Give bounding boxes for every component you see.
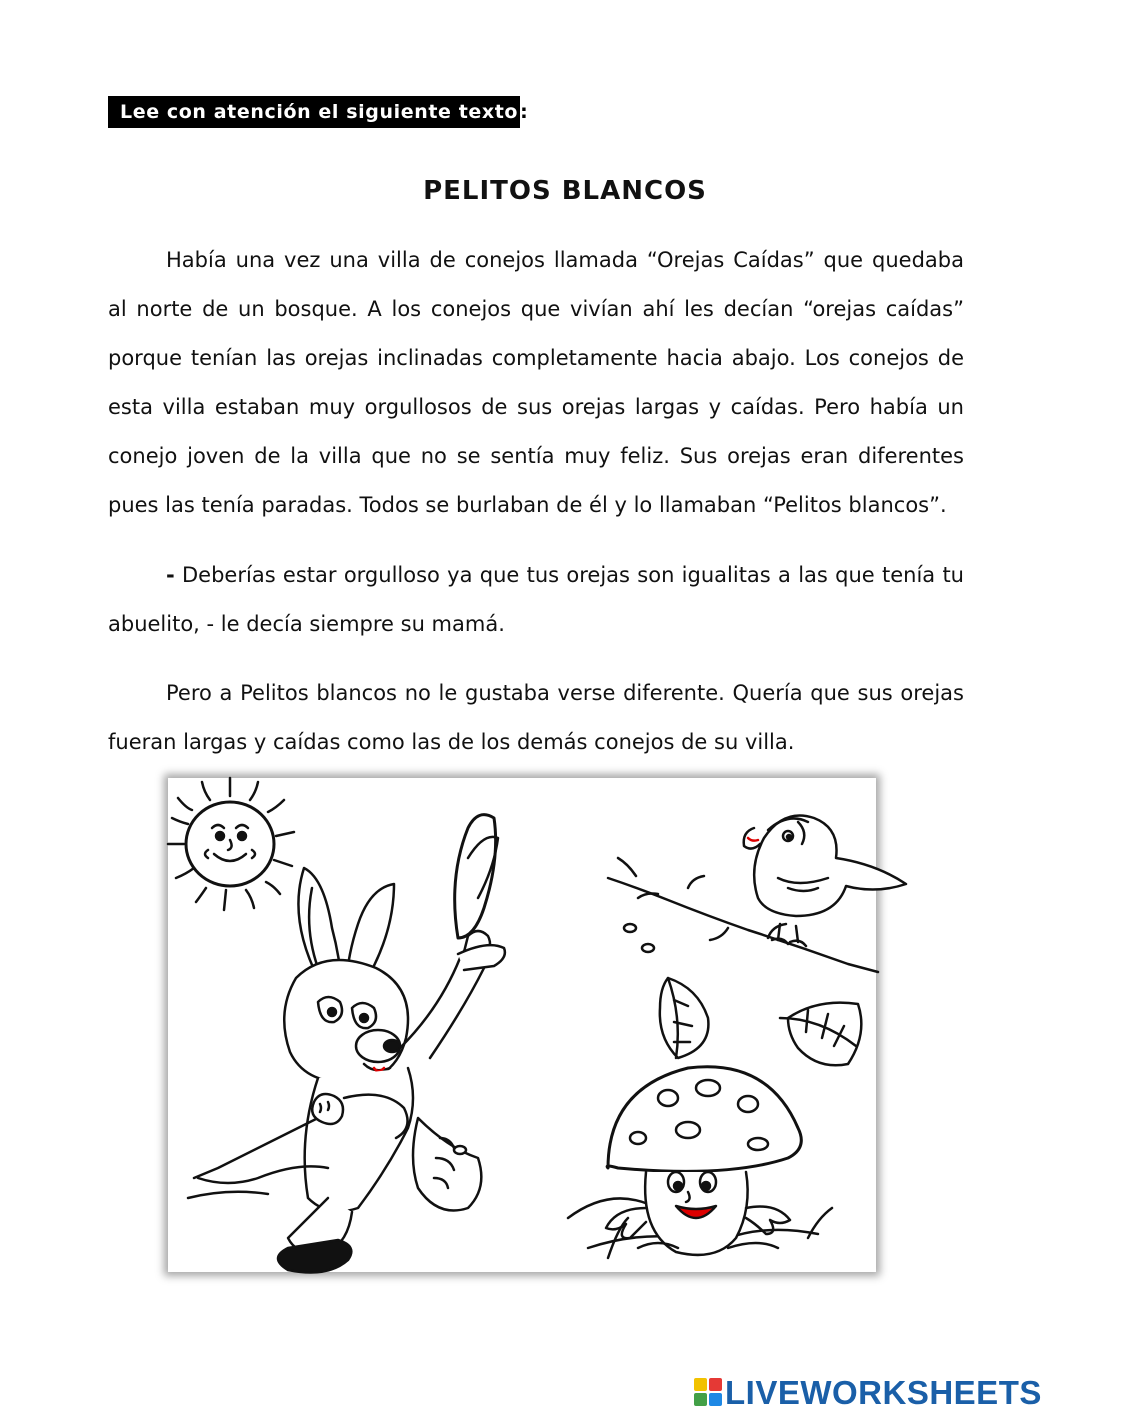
bird-on-branch: [608, 816, 906, 973]
liveworksheets-logo-icon: [694, 1378, 722, 1406]
instruction-colon: :: [520, 101, 528, 123]
story-paragraph-1: Había una vez una villa de conejos llamada “Orejas Caídas” que quedaba al norte de un bosque. A los conejos que vivían ahí les decían “orejas caídas” porque tenían las orejas inclinadas completamente hacia abajo. Los conejos de esta villa estaban muy orgullosos de sus orejas largas y caídas. Pero había un conejo joven de la villa que no se sentía muy feliz. Sus orejas eran diferentes pues las tenía paradas. Todos se burlaban de él y lo llamaban “Pelitos blancos”.: [108, 248, 964, 517]
dialogue-dash: -: [166, 563, 175, 587]
sun-icon: [168, 778, 294, 910]
brand-watermark: [694, 1372, 1042, 1412]
instruction-highlight: Lee con atención el siguiente texto: [108, 96, 520, 128]
story-title: PELITOS BLANCOS: [423, 176, 707, 206]
story-paragraph-3: Pero a Pelitos blancos no le gustaba verse diferente. Quería que sus orejas fueran largas y caídas como las de los demás conejos de su villa.: [108, 681, 964, 754]
story-illustration: [168, 778, 876, 1272]
mushroom-character: [606, 1067, 832, 1258]
instruction-label: [108, 96, 528, 128]
falling-leaves: [660, 978, 862, 1065]
brand-name: LIVEWORKSHEETS: [725, 1373, 1042, 1411]
story-paragraph-2-text: Deberías estar orgulloso ya que tus orejas son igualitas a las que tenía tu abuelito, - le decía siempre su mamá.: [108, 563, 964, 636]
story-paragraph-2: [108, 551, 964, 649]
